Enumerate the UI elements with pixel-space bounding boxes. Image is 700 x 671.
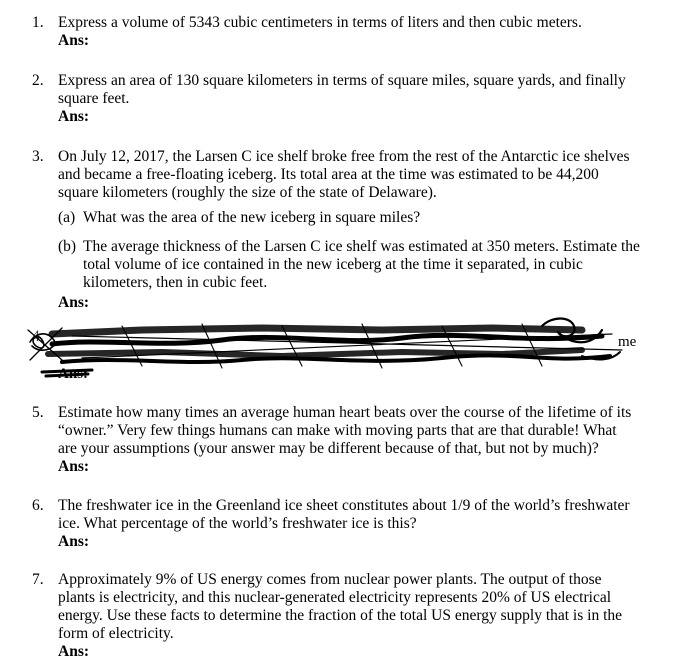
question-text: The freshwater ice in the Greenland ice sheet constitutes about 1/9 of the world’s freshwater ice. What percentage of the world’s freshwater ice is this? Ans:: [58, 497, 630, 550]
question-text: Approximately 9% of US energy comes from nuclear power plants. The output of those plants is electricity, and this nuclear-generated electricity represents 20% of US electrical energy. Use these facts to determine the fraction of the total US energy supply that is in the form of electricity. Ans:: [58, 571, 623, 660]
question-number: 6.: [32, 497, 44, 514]
answer-label: Ans:: [58, 366, 89, 380]
part-label: (b): [58, 238, 77, 255]
answer-label: Ans:: [58, 294, 90, 311]
question-text: Express a volume of 5343 cubic centimeters in terms of liters and then cubic meters. Ans:: [58, 14, 582, 49]
answer-label: Ans:: [58, 108, 90, 125]
question-number: 1.: [32, 14, 44, 31]
answer-label: Ans:: [58, 643, 90, 660]
part-text: The average thickness of the Larsen C ice shelf was estimated at 350 meters. Estimate the total volume of ice contained in the new iceberg at the time it separated, in cubic kilometers, then in cubic feet.: [83, 238, 640, 291]
answer-label: Ans:: [58, 458, 90, 475]
question-number: 4.: [32, 328, 44, 345]
svg-text:me: me: [618, 334, 637, 350]
question-number: 5.: [32, 404, 44, 421]
question-text: Express an area of 130 square kilometers in terms of square miles, square yards, and finally square feet. Ans:: [58, 72, 626, 125]
scribble-out-mark: [22, 316, 662, 380]
question-number: 2.: [32, 72, 44, 89]
part-label: (a): [58, 209, 76, 226]
answer-label: Ans:: [58, 32, 90, 49]
question-number: 3.: [32, 148, 44, 165]
answer-label: Ans:: [58, 533, 90, 550]
question-text: Estimate how many times an average human heart beats over the course of the lifetime of its “owner.” Very few things humans can make with moving parts that are that durable! What are your assumptions (your answer may be different because of that, but not by much)? Ans:: [58, 404, 632, 475]
question-text: On July 12, 2017, the Larsen C ice shelf broke free from the rest of the Antarctic ice shelves and became a free-floating iceberg. Its total area at the time was estimated to be 44,200 square kilometers (roughly the size of the state of Delaware).: [58, 148, 630, 201]
question-number: 7.: [32, 571, 44, 588]
part-text: What was the area of the new iceberg in square miles?: [83, 209, 421, 226]
